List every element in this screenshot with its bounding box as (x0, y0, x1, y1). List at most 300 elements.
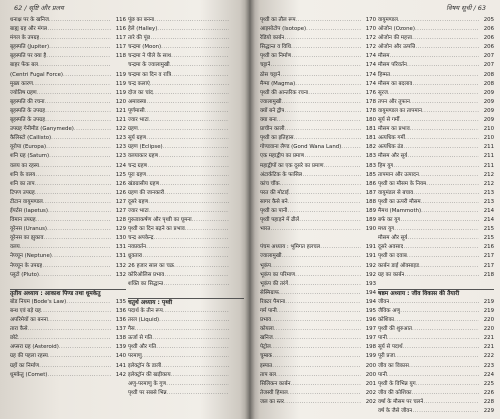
toc-entry (10, 225, 126, 234)
toc-entry (378, 371, 494, 380)
dot-leader (39, 34, 111, 43)
toc-entry (128, 25, 244, 34)
toc-entry-title: वर्षा के मौसम पर चलने (378, 398, 424, 405)
toc-entry-page: 206 (483, 35, 494, 42)
toc-entry-title: पानी (378, 335, 387, 342)
toc-entry-title: ऊर्जा से गति (128, 335, 153, 342)
dot-leader (48, 352, 111, 361)
toc-entry-title: पृथ्वी का निर्माण (260, 53, 292, 60)
toc-entry-title: चन्द्रमा (Moon) (128, 44, 162, 51)
dot-leader (400, 216, 479, 225)
toc-entry-title: ग्रह की पहला रहस्य (10, 353, 48, 360)
toc-entry-page: 220 (483, 317, 494, 324)
toc-entry-page: 131 (115, 244, 126, 251)
toc-entry-title: हेले (Halley) (128, 26, 158, 33)
dot-leader (35, 180, 111, 189)
dot-leader (280, 71, 361, 80)
dot-leader (410, 98, 479, 107)
toc-entry (10, 152, 126, 161)
dot-leader (149, 116, 229, 125)
toc-entry (378, 225, 494, 234)
toc-entry (10, 352, 126, 361)
dot-leader (46, 143, 111, 152)
dot-leader (44, 234, 111, 243)
toc-entry (128, 125, 244, 134)
toc-entry (10, 143, 126, 152)
toc-entry (260, 280, 376, 289)
toc-entry-page: 226 (483, 389, 494, 396)
toc-entry-title: गुरुत्वाकर्षण और पृथ्वी का घूमना (128, 217, 192, 224)
toc-entry-title: ओजोन (Ozone) (378, 26, 415, 33)
dot-leader (400, 307, 479, 316)
dot-leader (174, 262, 229, 271)
dot-leader (271, 316, 361, 325)
dot-leader (38, 61, 111, 70)
toc-entry (10, 34, 126, 43)
toc-entry (260, 171, 376, 180)
toc-entry (378, 52, 494, 61)
toc-entry-title: पृथ्वी का मौसम के नियम (378, 180, 427, 187)
dot-leader (154, 16, 229, 25)
toc-entry (378, 325, 494, 334)
dot-leader (295, 80, 361, 89)
toc-entry-title: वलय (10, 244, 20, 251)
toc-entry (10, 25, 126, 34)
dot-leader (163, 280, 229, 289)
dot-leader (412, 34, 479, 43)
toc-entry (10, 125, 126, 134)
toc-entry-title: पूंछ का बनना (128, 17, 155, 23)
dot-leader (142, 352, 229, 361)
dot-leader (158, 152, 229, 161)
toc-entry-page: 123 (115, 144, 126, 151)
toc-entry-page: 119 (115, 71, 126, 78)
dot-leader (47, 225, 111, 234)
toc-entry-page: 206 (483, 44, 494, 51)
left-page-header: 62 / सृष्टि और प्रलय (14, 4, 64, 12)
toc-entry-page: 191 (365, 244, 376, 251)
toc-entry-title: चन्द्रमा के ज्वालामुखी (128, 62, 170, 69)
toc-entry-title: कार्बन डाई ऑक्साइड (378, 262, 419, 269)
toc-entry (128, 271, 244, 280)
toc-entry-page: 228 (483, 398, 494, 405)
left-page (0, 0, 248, 419)
toc-entry-title: पृथ्वी पर सबसे भिन्न (128, 389, 167, 396)
toc-entry (10, 362, 126, 371)
toc-entry-title: ग्रहण (Eclipse) (128, 144, 163, 151)
toc-entry-title: बर्फ का युग (378, 217, 401, 224)
toc-entry-title: मौसम (378, 53, 390, 60)
toc-entry (378, 43, 494, 52)
toc-entry (128, 189, 244, 198)
toc-entry-page (378, 280, 393, 289)
toc-entry-title: खनिज (260, 335, 273, 342)
dot-leader (154, 234, 229, 243)
toc-entry-page: 136 (115, 308, 126, 314)
dot-leader (416, 380, 479, 389)
toc-entry-page: 194 (365, 298, 376, 305)
toc-entry-page: 224 (483, 371, 494, 378)
toc-entry-page: 127 (115, 207, 126, 214)
toc-entry-page: 214 (483, 217, 494, 224)
dot-leader (192, 216, 229, 225)
toc-entry-page: 212 (483, 180, 494, 187)
dot-leader (271, 343, 361, 352)
dot-leader (185, 225, 229, 234)
toc-entry (10, 43, 126, 52)
toc-entry-title: पृथ्वी की आन्तरिक रचना (260, 89, 309, 96)
dot-leader (294, 134, 361, 143)
toc-entry-title: मौसम और सूर्य (378, 235, 408, 242)
dot-leader (37, 89, 111, 98)
toc-entry-title: रिक्टर पैमाना (260, 298, 286, 305)
toc-entry-title: सेस्मिग्राफ (260, 289, 279, 296)
toc-entry-title: पृथ्वी की शुरुआत (378, 326, 412, 333)
toc-entry (378, 189, 494, 198)
toc-entry (128, 16, 244, 25)
toc-entry (378, 143, 494, 152)
toc-entry-title: इलेक्ट्रॉन की खड़ीकाय (128, 371, 171, 378)
toc-entry-title: हिम्मत (378, 71, 391, 78)
dot-leader (282, 98, 361, 107)
dot-leader (299, 216, 361, 225)
dot-leader (277, 116, 361, 125)
toc-entry-page: 124 (115, 162, 126, 169)
toc-entry (128, 198, 244, 207)
toc-entry (10, 134, 126, 143)
toc-entry-title: बृहस्पति के उपग्रह (10, 107, 46, 114)
dot-leader (398, 16, 479, 25)
dot-leader (390, 52, 480, 61)
toc-entry-page: 136 (115, 317, 126, 324)
toc-entry-title: दूसरे ग्रहण (128, 198, 149, 205)
toc-entry-page: 210 (483, 126, 494, 133)
toc-entry-title: ज्वार भाटा (128, 207, 149, 214)
toc-entry-page: 116 (115, 17, 126, 23)
dot-leader (146, 134, 229, 143)
toc-entry (260, 398, 376, 407)
toc-entry-title: सिलिकन कार्बन (260, 380, 291, 387)
toc-entry (10, 243, 126, 252)
dot-leader (394, 225, 479, 234)
dot-leader (426, 180, 479, 189)
dot-leader (45, 107, 111, 116)
toc-entry-title: ज्वालामुखी (260, 253, 282, 260)
dot-leader (41, 307, 111, 316)
toc-column-left-1 (10, 16, 126, 380)
toc-entry-title: मौसम परिवर्तन (378, 62, 407, 69)
toc-entry (260, 380, 376, 389)
toc-entry-page: 223 (483, 362, 494, 369)
dot-leader (412, 407, 479, 416)
dot-leader (273, 334, 361, 343)
toc-entry (260, 61, 376, 70)
toc-entry (260, 125, 376, 134)
toc-entry-page: 123 (115, 135, 126, 142)
toc-entry-page: 210 (483, 135, 494, 142)
toc-entry-title: पृथ्वी का इतिहास (260, 135, 294, 142)
toc-entry-page: 190 (365, 226, 376, 233)
toc-entry (260, 298, 376, 307)
toc-entry-title: पृथ्वी पहाड़ने में ढीलें (260, 217, 300, 224)
toc-entry-title: मैमथ (Mammoth) (378, 207, 422, 214)
dot-leader (415, 43, 479, 52)
dot-leader (47, 25, 111, 34)
toc-entry (128, 343, 244, 352)
toc-entry-title: अत्यधिक गर्मी (378, 135, 406, 142)
toc-entry (378, 16, 494, 25)
toc-entry (260, 180, 376, 189)
toc-entry (260, 307, 376, 316)
toc-entry (10, 107, 126, 116)
toc-entry (128, 52, 244, 61)
toc-entry (260, 198, 376, 207)
toc-entry-page: 127 (115, 198, 126, 205)
toc-entry (10, 325, 126, 334)
toc-entry-page: 193 (365, 280, 376, 287)
toc-entry (260, 80, 376, 89)
dot-leader (138, 125, 229, 134)
toc-entry (260, 389, 376, 398)
toc-entry-title: ज्वालामुखी (260, 98, 282, 105)
toc-entry-title: पेट्रोल (260, 344, 271, 351)
toc-entry-page: 229 (483, 408, 494, 415)
toc-entry-title: दोज का चांद (128, 89, 153, 96)
toc-entry (128, 225, 244, 234)
toc-entry-page: 219 (483, 308, 494, 314)
toc-entry-page: 122 (115, 126, 126, 133)
dot-leader (287, 207, 361, 216)
toc-entry (128, 325, 244, 334)
toc-column-right-2 (378, 16, 494, 416)
dot-leader (171, 52, 229, 61)
toc-entry-page: 205 (483, 17, 494, 23)
toc-entry-page: 119 (115, 80, 126, 87)
toc-entry (260, 225, 376, 234)
toc-entry-title: चन्द्र कलाएं (128, 80, 150, 87)
toc-entry-page: 208 (483, 80, 494, 87)
toc-column-left-2 (128, 16, 244, 398)
dot-leader (43, 198, 111, 207)
toc-entry (128, 380, 244, 389)
dot-leader (393, 162, 479, 171)
toc-entry (378, 125, 494, 134)
dot-leader (36, 216, 111, 225)
dot-leader (404, 271, 479, 280)
toc-entry (128, 116, 244, 125)
toc-entry (128, 362, 244, 371)
toc-entry-page: 142 (115, 371, 126, 378)
dot-leader (146, 243, 229, 252)
dot-leader (280, 180, 361, 189)
toc-entry (128, 371, 244, 380)
dot-leader (289, 189, 361, 198)
toc-entry-page: 172 (365, 35, 376, 42)
toc-entry-title: मौसम का बदलाव (378, 80, 413, 87)
toc-entry (10, 307, 126, 316)
toc-entry (260, 207, 376, 216)
toc-entry (10, 171, 126, 180)
toc-entry-page: 181 (365, 126, 376, 133)
dot-leader (161, 43, 229, 52)
toc-entry-title: पानी (378, 371, 387, 378)
dot-leader (341, 143, 361, 152)
toc-entry (378, 61, 494, 70)
toc-entry (260, 162, 376, 171)
dot-leader (412, 80, 479, 89)
toc-entry (260, 143, 376, 152)
toc-entry-page: 207 (483, 62, 494, 69)
toc-entry-page: 202 (365, 398, 376, 405)
toc-entry-page: 199 (365, 353, 376, 360)
dot-leader (409, 362, 479, 371)
toc-entry-title: खंडग्रासीय ग्रहण (128, 180, 160, 187)
dot-leader (388, 89, 479, 98)
toc-entry-page: 225 (483, 380, 494, 387)
dot-leader (320, 243, 361, 252)
toc-entry-title: अत्यधिक ठंड (378, 144, 404, 151)
toc-entry-title: मुख्य कारण (10, 80, 33, 87)
toc-entry (10, 316, 126, 325)
toc-entry (128, 162, 244, 171)
toc-entry-title: तापमान और उत्पादन (378, 171, 419, 178)
dot-leader (135, 325, 229, 334)
toc-entry-title: रेडियो कार्बन (260, 35, 285, 42)
toc-entry-title: ग्रह का कार्बन (378, 271, 405, 278)
dot-leader (153, 89, 229, 98)
toc-entry-page: 170 (365, 17, 376, 23)
toc-entry (128, 243, 244, 252)
toc-entry-page: 216 (483, 244, 494, 251)
dot-leader (422, 107, 479, 116)
toc-entry (260, 107, 376, 116)
toc-entry-title: पूरा ग्रहण (128, 171, 147, 178)
dot-leader (159, 316, 229, 325)
dot-leader (163, 143, 229, 152)
toc-entry-page: 121 (115, 107, 126, 114)
toc-entry (128, 307, 244, 316)
toc-entry-title: सागर कैसे बने (260, 198, 288, 205)
toc-entry-title: यूरेनस का झुकाव (10, 235, 44, 242)
dot-leader (291, 380, 361, 389)
toc-entry-title: 26 हजार साल का चक्र (128, 262, 174, 269)
toc-entry-page: 138 (115, 335, 126, 342)
toc-entry (378, 362, 494, 371)
toc-entry-page: 172 (365, 44, 376, 51)
dot-leader (171, 71, 229, 80)
toc-entry-title: टीटान वायुमण्डल (10, 198, 43, 205)
dot-leader (407, 152, 479, 161)
toc-entry-page: 137 (115, 326, 126, 333)
toc-entry-title: बोड नियम (Bode's Law) (10, 298, 67, 305)
toc-entry (260, 289, 376, 298)
toc-entry (378, 252, 494, 261)
toc-entry-page: 125 (115, 171, 126, 178)
toc-entry (378, 198, 494, 207)
toc-entry-page: 135 (115, 298, 126, 305)
toc-entry (10, 189, 126, 198)
toc-entry-title: भूकंप (260, 262, 271, 269)
toc-entry (378, 398, 494, 407)
toc-entry-page: 185 (365, 171, 376, 178)
toc-entry-title: जीव का विकास (378, 362, 409, 369)
dot-leader (35, 189, 111, 198)
dot-leader (288, 198, 361, 207)
toc-entry-title: कोरिओलिस प्रभाव (128, 271, 165, 278)
dot-leader (48, 316, 111, 325)
dot-leader (419, 262, 479, 271)
dot-leader (419, 171, 479, 180)
toc-entry-page (128, 289, 143, 298)
toc-entry-title: चन्द्र अपकेन्द्र (128, 235, 154, 242)
dot-leader (412, 325, 479, 334)
toc-entry-title: चन्द्रमा ने पीले के साथ (128, 53, 172, 60)
toc-entry-title: वर्ष के जैसे जीवन (378, 408, 413, 415)
toc-entry-title: सूर्य से गर्मी (378, 117, 400, 124)
toc-entry (128, 234, 244, 243)
toc-entry-title: वायुमण्डल का तापमान (378, 107, 422, 114)
toc-entry-title: जीवन (378, 298, 390, 305)
toc-entry (10, 334, 126, 343)
dot-leader (74, 125, 111, 134)
dot-leader (33, 80, 111, 89)
dot-leader (276, 371, 361, 380)
toc-entry-title: गर्म पानी (260, 308, 277, 314)
dot-leader (421, 198, 479, 207)
toc-entry-title: पृथ्वी का दिन बढ़ने का प्रभाव (128, 226, 185, 233)
dot-leader (45, 116, 111, 125)
toc-entry-title: इलेक्ट्रॉन के डाली (128, 362, 162, 369)
toc-entry-page: 189 (365, 207, 376, 214)
chapter-heading: षष्ठम अध्याय : जीव विकास की तैयारी (378, 289, 494, 298)
toc-entry (378, 334, 494, 343)
dot-leader (288, 280, 361, 289)
right-page (252, 0, 500, 419)
toc-entry (128, 316, 244, 325)
toc-entry-page: 119 (115, 89, 126, 96)
dot-leader (164, 189, 229, 198)
toc-entry-page: 195 (365, 308, 376, 314)
right-page-header: विषय सूची / 63 (446, 4, 486, 12)
dot-leader (306, 25, 361, 34)
chapter-heading: तृतीय अध्याय : आकाश पिण्ड तथा धूमकेतु (10, 289, 126, 298)
toc-entry (260, 71, 376, 80)
toc-entry-page: 219 (483, 298, 494, 305)
dot-leader (157, 25, 229, 34)
toc-entry-title: आइसोटोप (Isotope) (260, 26, 307, 33)
dot-leader (405, 134, 479, 143)
toc-entry-title: प्लूटो (Pluto) (10, 271, 40, 278)
toc-entry (10, 216, 126, 225)
toc-entry-page: 191 (365, 253, 376, 260)
toc-entry (378, 389, 494, 398)
toc-entry (378, 34, 494, 43)
toc-entry-title: कोयला (260, 326, 274, 333)
toc-entry (10, 52, 126, 61)
toc-entry-title: हिम युग (378, 162, 394, 169)
toc-entry (378, 343, 494, 352)
toc-entry-title: शनि ग्रह (Satum) (10, 153, 50, 160)
dot-leader (302, 171, 361, 180)
toc-entry (260, 25, 376, 34)
dot-leader (145, 107, 229, 116)
dot-leader (161, 362, 229, 371)
toc-entry-page: 187 (365, 189, 376, 196)
toc-entry-page: 214 (483, 207, 494, 214)
toc-entry-title: छोटे (10, 335, 18, 342)
toc-entry-title: सूर्य से पदार्थ (378, 344, 403, 351)
toc-entry (128, 289, 244, 298)
